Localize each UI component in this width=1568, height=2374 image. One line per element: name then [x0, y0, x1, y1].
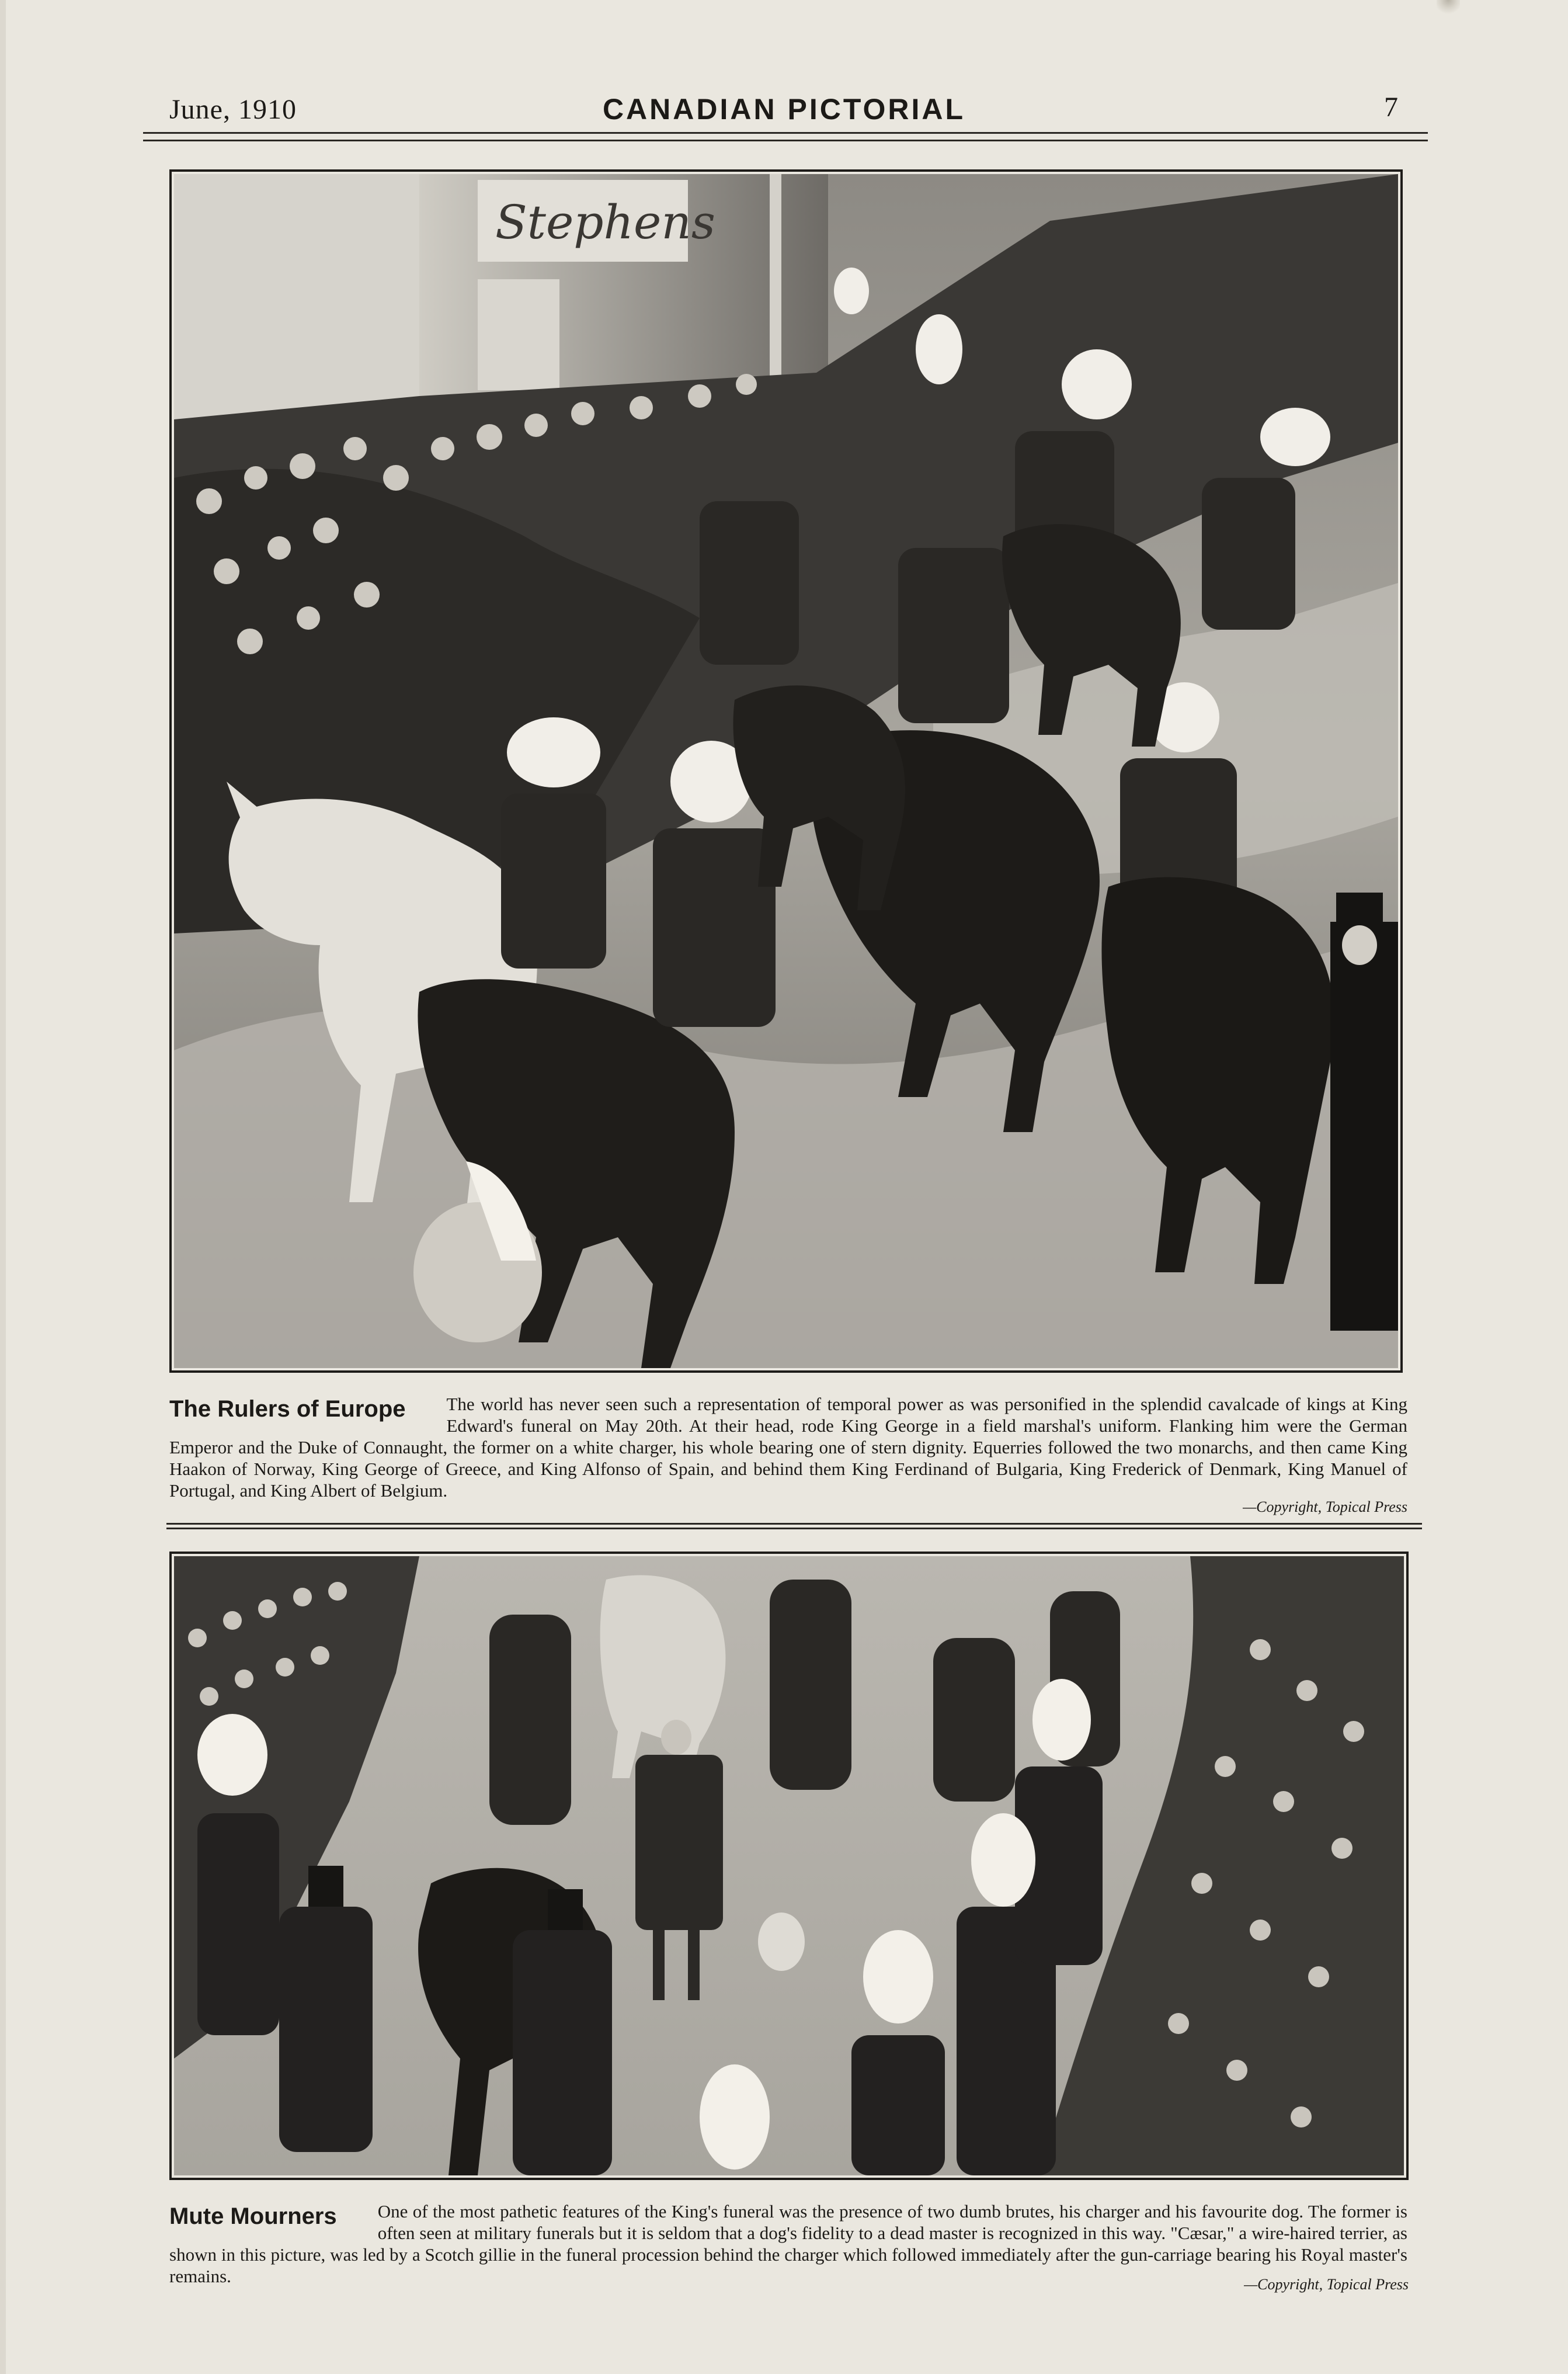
section-rule — [166, 1523, 1422, 1529]
caption-rulers-of-europe — [169, 1393, 1407, 1501]
photo-rulers-image — [174, 174, 1398, 1368]
publication-title: CANADIAN PICTORIAL — [602, 93, 966, 126]
svg-text:Stephens: Stephens — [495, 195, 715, 249]
photo-rulers-of-europe — [169, 169, 1403, 1373]
photo-credit: —Copyright, Topical Press — [1243, 1498, 1407, 1515]
header-rule — [143, 132, 1428, 141]
photo-mute-mourners-image — [174, 1556, 1404, 2175]
caption-body: One of the most pathetic features of the King's funeral was the presence of two dumb brutes, his charger and his favourite dog. The former is often seen at military funerals but it is seldom that a dog's fidelity to a dead master is recognized in this way. "Cæsar," a wire-haired terrier, as shown in this picture, was led by a Scotch gillie in the funeral procession behind the charger which followed immediately after the gun-carriage bearing his Royal master's remains. — [169, 2201, 1407, 2286]
caption-mute-mourners — [169, 2201, 1407, 2287]
photo-credit: —Copyright, Topical Press — [1244, 2276, 1409, 2293]
caption-headline: Mute Mourners — [169, 2203, 337, 2229]
page-number: 7 — [1384, 92, 1398, 123]
caption-headline: The Rulers of Europe — [169, 1396, 406, 1422]
issue-date: June, 1910 — [169, 94, 297, 125]
photo-mute-mourners — [169, 1552, 1409, 2180]
caption-body: The world has never seen such a representation of temporal power as was personified in the splendid cavalcade of kings at King Edward's funeral on May 20th. At their head, rode King George in a field marshal's uniform. Flanking him were the German Emperor and the Duke of Connaught, the former on a white charger, his whole bearing one of stern dignity. Equerries followed the two monarchs, and then came King Haakon of Norway, King George of Greece, and King Alfonso of Spain, and behind them King Ferdinand of Bulgaria, King Frederick of Denmark, King Manuel of Portugal, and King Albert of Belgium. — [169, 1394, 1407, 1501]
corner-smudge — [1437, 0, 1460, 16]
